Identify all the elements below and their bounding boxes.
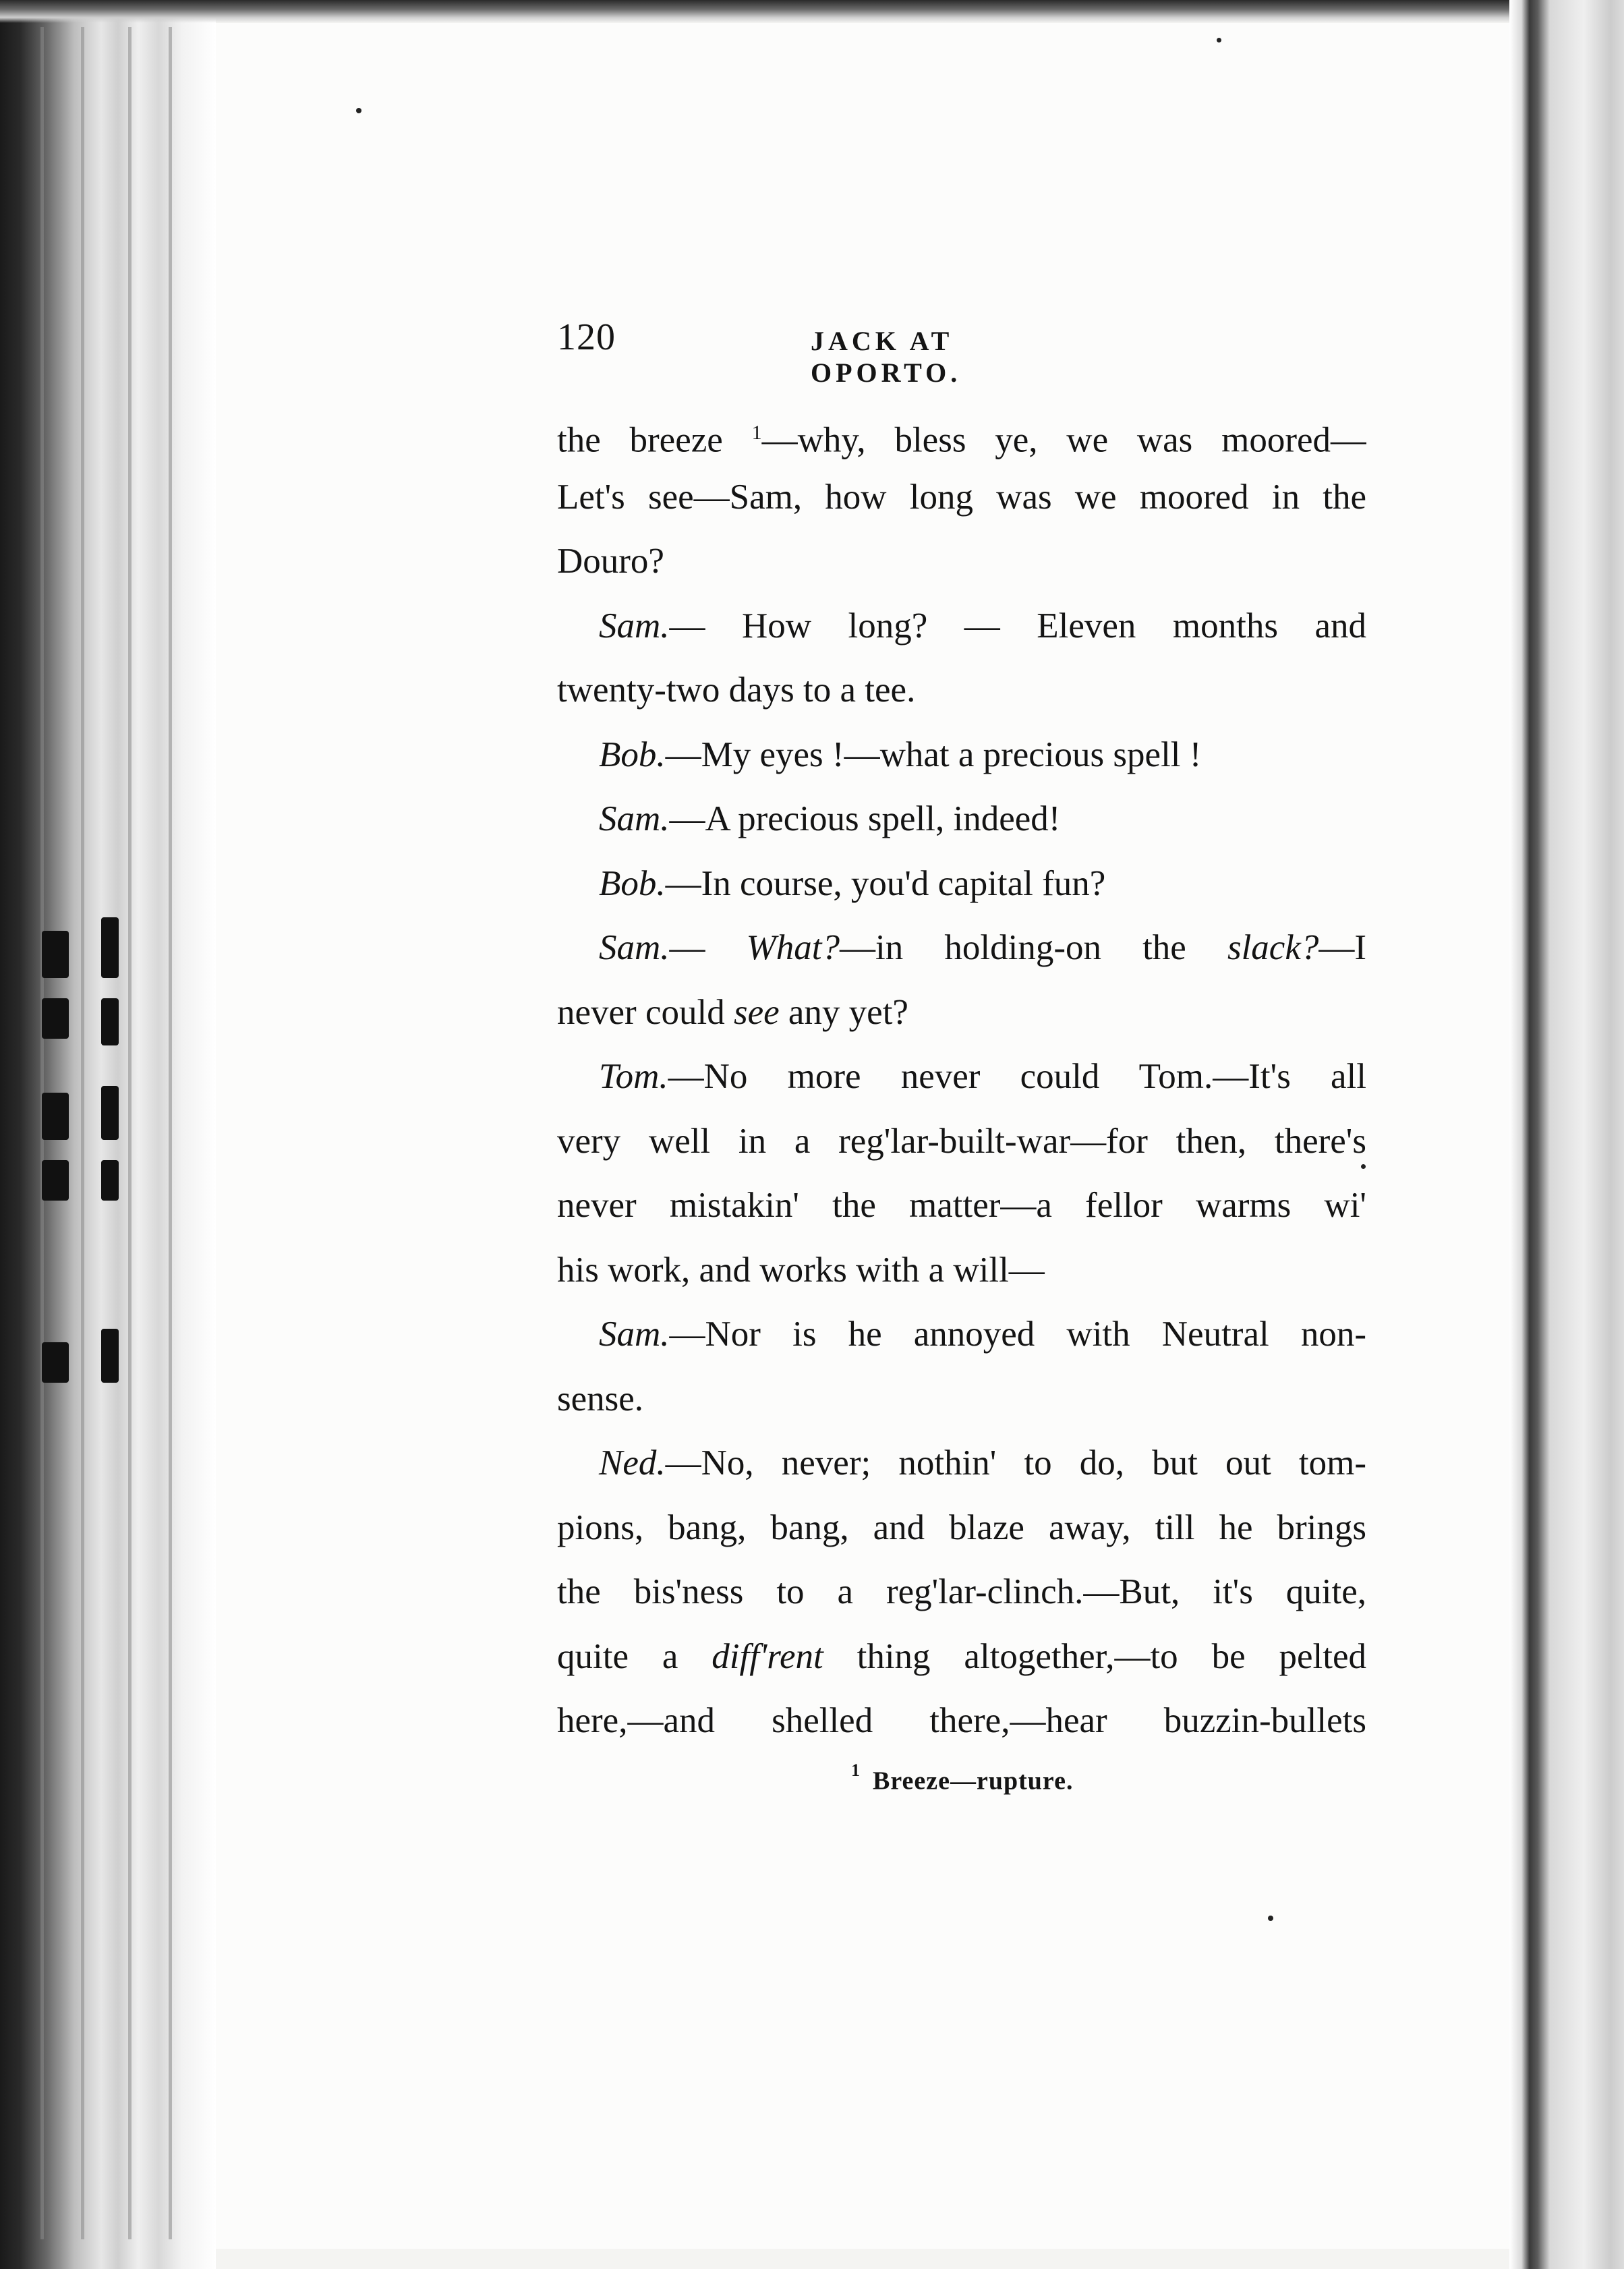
footnote [851,1760,1074,1796]
line-text: Let's see—Sam, how long was we moored in the [557,477,1366,517]
binding-mark [42,1160,69,1201]
italic-text: Ned. [599,1443,666,1483]
binding-mark [42,1093,69,1140]
line-text: the breeze [557,420,752,460]
text-line [557,1496,1366,1561]
text-line [557,852,1366,917]
italic-text: Sam. [599,799,670,838]
line-text: — [669,928,747,967]
line-text: Douro? [557,542,664,581]
binding-mark [101,998,119,1045]
line-text: —My eyes !—what a precious spell ! [665,735,1202,774]
binding-mark [101,917,119,978]
line-text: —I [1318,928,1366,967]
line-text: —In course, you'd capital fun? [665,863,1106,903]
dust-speck [356,108,361,113]
line-text: very well in a reg'lar-built-war—for then, there's [557,1121,1366,1161]
italic-text: Sam. [599,606,670,645]
line-text: never could [557,992,734,1032]
text-line [557,981,1366,1045]
italic-text: What? [746,928,840,967]
line-text: any yet? [779,992,908,1032]
line-text: — How long? — Eleven months and [669,606,1366,645]
text-line [557,465,1366,530]
text-line [557,529,1366,594]
footnote-marker: 1 [851,1760,861,1780]
line-text: —A precious spell, indeed! [669,799,1061,838]
binding-mark [101,1086,119,1140]
text-line [557,1110,1366,1174]
text-line [557,1045,1366,1110]
line-text: the bis'ness to a reg'lar-clinch.—But, it's quite, [557,1572,1366,1611]
text-line [557,1302,1366,1367]
text-line [557,1560,1366,1625]
line-text: twenty-two days to a tee. [557,670,916,710]
dust-speck [1268,1916,1273,1921]
book-right-edge [1509,0,1624,2269]
text-line [557,1174,1366,1238]
running-title: JACK AT OPORTO. [811,326,962,388]
text-line [557,1431,1366,1496]
page-edge-line [81,27,84,2239]
footnote-ref: 1 [751,422,762,444]
line-text: —why, bless ye, we was moored— [761,420,1366,460]
line-text: —No, never; nothin' to do, but out tom- [665,1443,1366,1483]
italic-text: diff'rent [712,1636,823,1676]
text-line [557,1367,1366,1432]
binding-mark [101,1329,119,1383]
italic-text: Tom. [599,1057,668,1096]
binding-mark [42,1342,69,1383]
binding-mark [101,1160,119,1201]
page-edge-line [128,27,132,2239]
line-text: never mistakin' the matter—a fellor warms wi' [557,1186,1366,1225]
italic-text: slack? [1227,928,1319,967]
italic-text: Bob. [599,863,666,903]
text-line [557,1689,1366,1754]
line-text: quite a [557,1636,712,1676]
text-line [557,723,1366,788]
binding-mark [42,998,69,1039]
line-text: thing altogether,—to be pelted [823,1636,1366,1676]
italic-text: see [733,992,780,1032]
text-line [557,401,1366,465]
line-text: sense. [557,1379,644,1418]
italic-text: Sam. [599,1315,670,1354]
body-text [557,401,1366,1754]
italic-text: Sam. [599,928,670,967]
italic-text: Bob. [599,735,666,774]
text-line [557,787,1366,852]
dust-speck [1217,38,1221,42]
page-header [557,316,1110,388]
text-line [557,658,1366,723]
text-line [557,1238,1366,1303]
text-line [557,594,1366,659]
page-number: 120 [557,316,616,358]
line-text: pions, bang, bang, and blaze away, till he brings [557,1507,1366,1547]
text-line [557,1625,1366,1690]
footnote-text: Breeze—rupture. [873,1767,1074,1796]
line-text: —in holding-on the [840,928,1227,967]
binding-mark [42,931,69,978]
line-text: —No more never could Tom.—It's all [668,1057,1366,1096]
page-edge-line [169,27,172,2239]
line-text: his work, and works with a will— [557,1250,1045,1290]
text-line [557,916,1366,981]
line-text: —Nor is he annoyed with Neutral non- [669,1315,1366,1354]
book-top-edge [0,0,1624,23]
line-text: here,—and shelled there,—hear buzzin-bullets [557,1701,1366,1740]
